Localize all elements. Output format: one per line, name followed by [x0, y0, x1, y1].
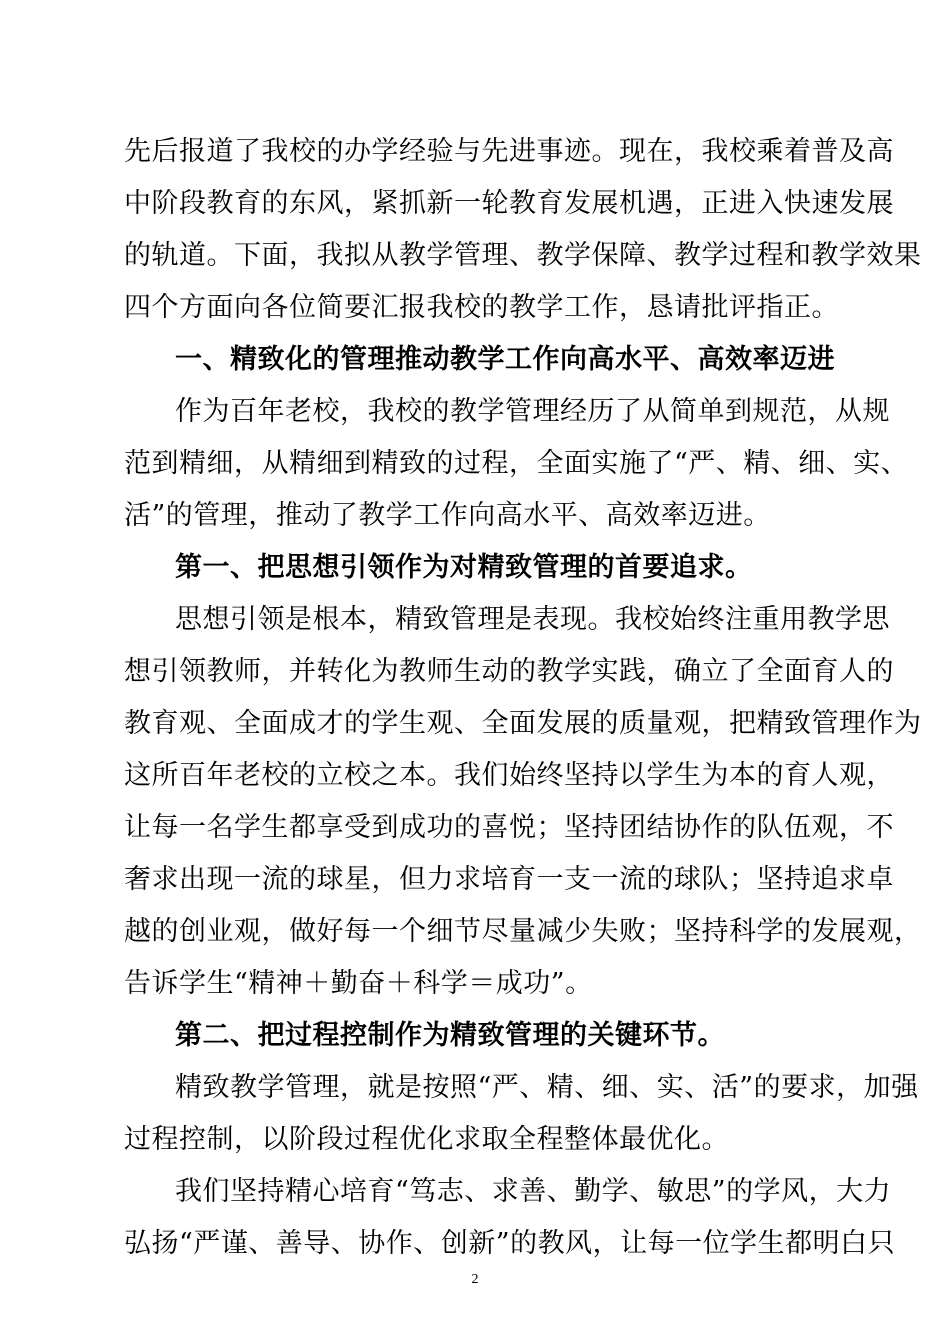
page-number: 2 [471, 1272, 479, 1287]
body-line: 这所百年老校的立校之本。我们始终坚持以学生为本的育人观， [124, 760, 894, 791]
body-line: 的轨道。下面，我拟从教学管理、教学保障、教学过程和教学效果 [124, 240, 922, 271]
body-line: 让每一名学生都享受到成功的喜悦；坚持团结协作的队伍观，不 [124, 812, 894, 843]
body-line: 四个方面向各位简要汇报我校的教学工作，恳请批评指正。 [124, 292, 839, 323]
body-line: 活”的管理，推动了教学工作向高水平、高效率迈进。 [124, 500, 771, 531]
body-line: 教育观、全面成才的学生观、全面发展的质量观，把精致管理作为 [124, 708, 922, 739]
section-heading: 一、精致化的管理推动教学工作向高水平、高效率迈进 [175, 344, 835, 375]
body-line: 想引领教师，并转化为教师生动的教学实践，确立了全面育人的 [124, 656, 894, 687]
body-line: 精致教学管理，就是按照“严、精、细、实、活”的要求，加强 [175, 1072, 919, 1103]
body-line: 思想引领是根本，精致管理是表现。我校始终注重用教学思 [175, 604, 890, 635]
body-line: 奢求出现一流的球星，但力求培育一支一流的球队；坚持追求卓 [124, 864, 894, 895]
body-line: 弘扬“严谨、善导、协作、创新”的教风，让每一位学生都明白只 [124, 1228, 896, 1259]
subsection-heading: 第一、把思想引领作为对精致管理的首要追求。 [175, 552, 753, 583]
body-line: 中阶段教育的东风，紧抓新一轮教育发展机遇，正进入快速发展 [124, 188, 894, 219]
subsection-heading: 第二、把过程控制作为精致管理的关键环节。 [175, 1020, 725, 1051]
body-line: 先后报道了我校的办学经验与先进事迹。现在，我校乘着普及高 [124, 136, 894, 167]
body-line: 我们坚持精心培育“笃志、求善、勤学、敏思”的学风，大力 [175, 1176, 892, 1207]
body-line: 范到精细，从精细到精致的过程，全面实施了“严、精、细、实、 [124, 448, 909, 479]
body-line: 告诉学生“精神＋勤奋＋科学＝成功”。 [124, 968, 593, 999]
body-line: 过程控制，以阶段过程优化求取全程整体最优化。 [124, 1124, 729, 1155]
body-line: 作为百年老校，我校的教学管理经历了从简单到规范，从规 [175, 396, 890, 427]
body-line: 越的创业观，做好每一个细节尽量减少失败；坚持科学的发展观， [124, 916, 922, 947]
